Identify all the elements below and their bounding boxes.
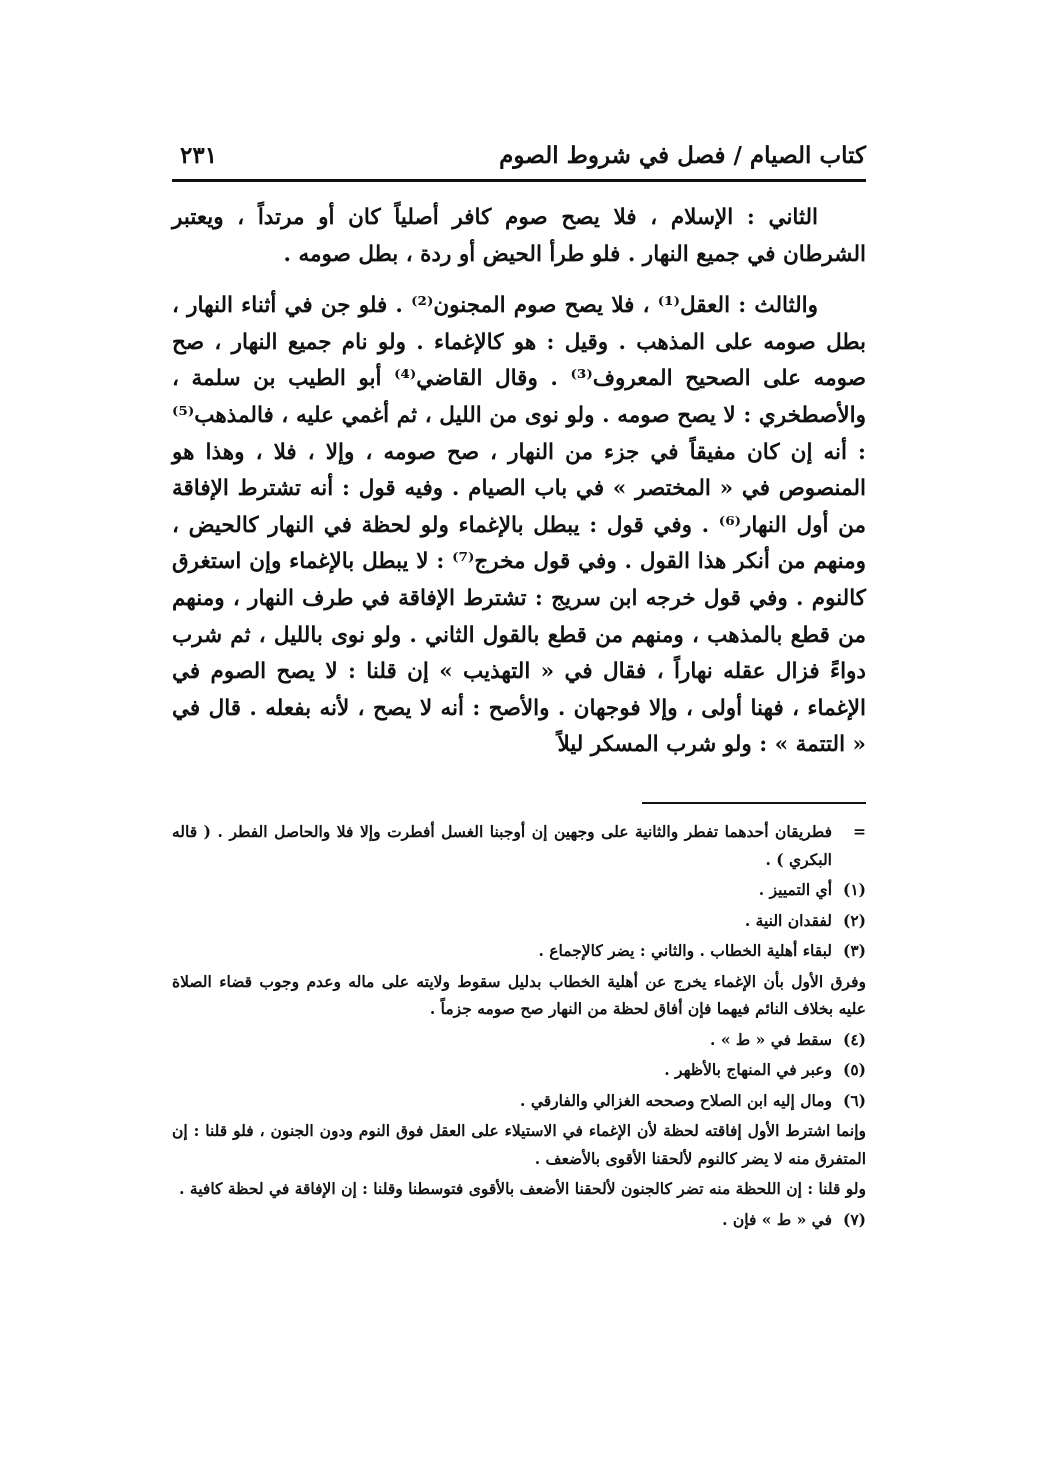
footnote-mark: (٤) [842, 1029, 866, 1049]
footnote-6-note-a [172, 1117, 866, 1172]
footnote-6 [172, 1087, 866, 1115]
footnote-continuation [172, 818, 866, 873]
footnote-text: وفرق الأول بأن الإغماء يخرج عن أهلية الخطاب بدليل سقوط ولايته على ماله وعدم وجوب قضاء الصلاة عليه بخلاف النائم فيهما فإن أفاق لحظة من النهار صح صومه جزماً . [172, 971, 866, 1018]
footnote-mark: (٧) [842, 1209, 866, 1229]
running-header [172, 142, 866, 176]
footnote-text: لفقدان النية . [744, 910, 832, 930]
footnote-7 [172, 1206, 866, 1234]
footnote-6-note-b [172, 1175, 866, 1203]
footnote-text: لبقاء أهلية الخطاب . والثاني : يضر كالإجماع . [538, 941, 832, 960]
paragraph-islam: الثاني : الإسلام ، فلا يصح صوم كافر أصلياً كان أو مرتداً ، ويعتبر الشرطان في جميع النهار . فلو طرأ الحيض أو ردة ، بطل صومه . [172, 205, 866, 267]
footnote-3-note [172, 968, 866, 1023]
footnote-mark: (٥) [842, 1060, 866, 1079]
footnote-mark: (٢) [842, 910, 866, 930]
footnote-1 [172, 876, 866, 904]
footnote-5 [172, 1056, 866, 1084]
footnote-text: فطريقان أحدهما تفطر والثانية على وجهين إن أوجبنا الغسل أفطرت وإلا فلا والحاصل الفطر . ( قاله البكري ) . [172, 822, 832, 869]
footnote-text: أي التمييز . [758, 880, 832, 899]
footnote-text: في « ط » فإن . [722, 1209, 832, 1229]
footnote-3 [172, 937, 866, 965]
running-title: كتاب الصيام / فصل في شروط الصوم [499, 142, 866, 169]
footnote-text: سقط في « ط » . [710, 1029, 832, 1049]
main-text [172, 200, 866, 764]
footnote-mark: (٦) [842, 1090, 866, 1110]
footnote-text: ولو قلنا : إن اللحظة منه تضر كالجنون لألحقنا الأضعف بالأقوى فتوسطنا وقلنا : إن الإفاقة في لحظة كافية . [179, 1179, 866, 1198]
footnote-mark: (٣) [842, 941, 866, 960]
footnote-text: وعبر في المنهاج بالأظهر . [664, 1060, 832, 1079]
footnote-mark: (١) [842, 880, 866, 899]
page-number: ٢٣١ [180, 142, 218, 169]
footnote-text: وإنما اشترط الأول إفاقته لحظة لأن الإغماء في الاستيلاء على العقل فوق النوم ودون الجنون ، فلو قلنا : إن المتفرق منه لا يضر كالنوم لألحقنا الأقوى بالأضعف . [172, 1121, 866, 1168]
footnote-4 [172, 1026, 866, 1054]
footnote-text: ومال إليه ابن الصلاح وصححه الغزالي والفارقي . [520, 1090, 832, 1110]
footnotes [172, 818, 866, 1236]
footnote-2 [172, 907, 866, 935]
header-rule [172, 179, 866, 182]
paragraph-aql: والثالث : العقل⁽¹⁾ ، فلا يصح صوم المجنون⁽²⁾ . فلو جن في أثناء النهار ، بطل صومه على المذهب . وقيل : هو كالإغماء . ولو نام جميع النهار ، صح صومه على الصحيح المعروف⁽³⁾ . وقال القاضي⁽⁴⁾ أبو الطيب بن سلمة ، والأصطخري : لا يصح صومه . ولو نوى من الليل ، ثم أغمي عليه ، فالمذهب⁽⁵⁾ : أنه إن كان مفيقاً في جزء من النهار ، صح صومه ، وإلا ، فلا ، وهذا هو المنصوص في « المختصر » في باب الصيام . وفيه قول : أنه تشترط الإفاقة من أول النهار⁽⁶⁾ . وفي قول : يبطل بالإغماء ولو لحظة في النهار كالحيض ، ومنهم من أنكر هذا القول . وفي قول مخرج⁽⁷⁾ : لا يبطل بالإغماء وإن استغرق كالنوم . وفي قول خرجه ابن سريج : تشترط الإفاقة في طرف النهار ، ومنهم من قطع بالمذهب ، ومنهم من قطع بالقول الثاني . ولو نوى بالليل ، ثم شرب دواءً فزال عقله نهاراً ، فقال في « التهذيب » إن قلنا : لا يصح الصوم في الإغماء ، فهنا أولى ، وإلا فوجهان . والأصح : أنه لا يصح ، لأنه بفعله . قال في « التتمة » : ولو شرب المسكر ليلاً [172, 293, 867, 758]
footnote-rule [642, 802, 866, 804]
footnote-mark: = [853, 822, 866, 841]
